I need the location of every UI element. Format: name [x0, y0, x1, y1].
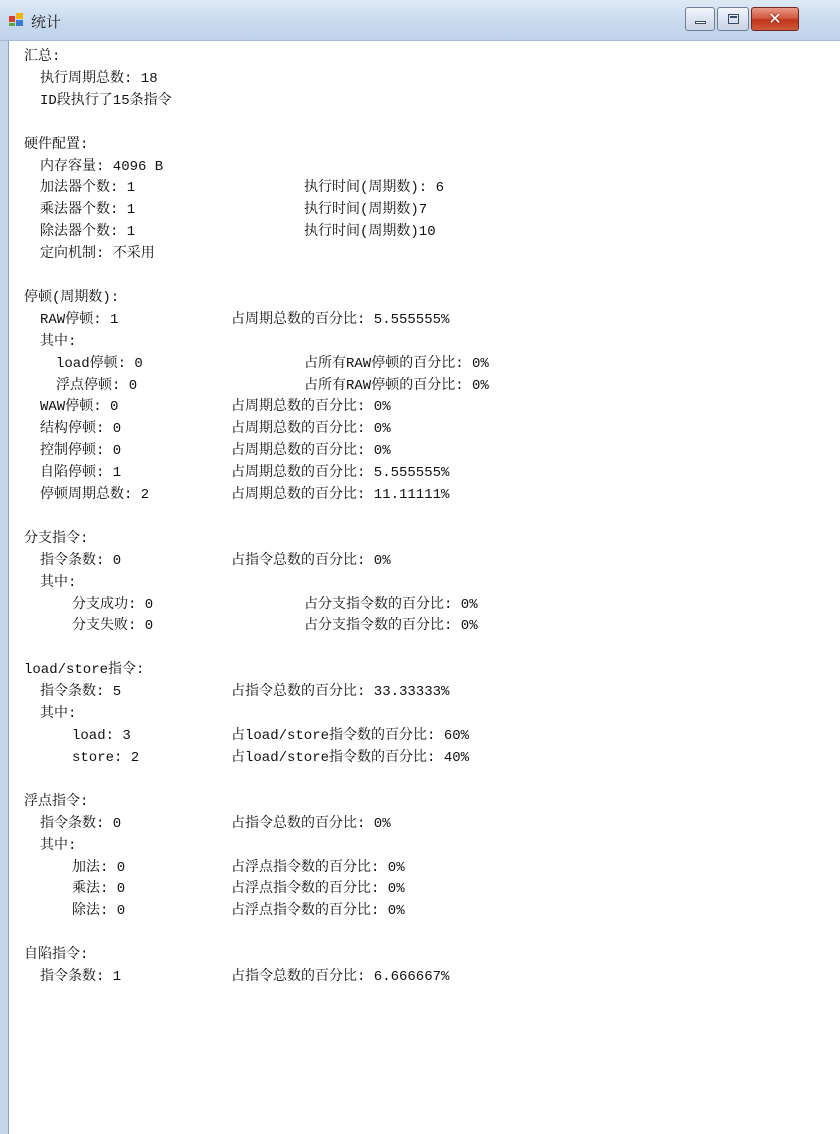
divider-exec-time: 执行时间(周期数)10 [304, 224, 436, 241]
raw-stalls: RAW停顿: 1 [40, 311, 119, 328]
load-count-pct: 占load/store指令数的百分比: 60% [231, 728, 470, 745]
fp-stalls: 浮点停顿: 0 [56, 377, 138, 394]
trap-count-pct: 占指令总数的百分比: 6.666667% [231, 969, 450, 986]
branch-not-taken: 分支失败: 0 [72, 618, 154, 635]
minimize-button[interactable] [685, 7, 715, 31]
structural-stalls: 结构停顿: 0 [40, 421, 122, 438]
trap-stalls: 自陷停顿: 1 [40, 465, 122, 482]
fp-stalls-pct: 占所有RAW停顿的百分比: 0% [304, 377, 489, 394]
adder-count: 加法器个数: 1 [40, 180, 136, 197]
control-stalls-pct: 占周期总数的百分比: 0% [231, 443, 391, 460]
float-mul: 乘法: 0 [72, 881, 126, 898]
maximize-button[interactable] [717, 7, 749, 31]
stalls-section [24, 288, 120, 310]
float-count-pct: 占指令总数的百分比: 0% [231, 815, 391, 832]
branch-count: 指令条数: 0 [40, 552, 122, 569]
divider-count: 除法器个数: 1 [40, 224, 136, 241]
store-count-pct: 占load/store指令数的百分比: 40% [231, 749, 470, 766]
maximize-icon [728, 14, 739, 24]
memory-capacity: 内存容量: 4096 B [40, 158, 164, 175]
trap-count: 指令条数: 1 [40, 969, 122, 986]
loadstore-section [24, 660, 145, 682]
close-icon: ✕ [768, 9, 782, 28]
section-header: 停顿(周期数): [24, 290, 120, 307]
multiplier-exec-time: 执行时间(周期数)7 [304, 202, 428, 219]
float-section [24, 792, 89, 814]
branch-count-pct: 占指令总数的百分比: 0% [231, 552, 391, 569]
float-mul-pct: 占浮点指令数的百分比: 0% [231, 881, 405, 898]
section-header: 浮点指令: [24, 793, 89, 810]
waw-stalls-pct: 占周期总数的百分比: 0% [231, 399, 391, 416]
trap-stalls-pct: 占周期总数的百分比: 5.555555% [231, 465, 450, 482]
adder-exec-time: 执行时间(周期数): 6 [304, 180, 445, 197]
loadstore-count: 指令条数: 5 [40, 684, 122, 701]
title-bar[interactable] [0, 0, 840, 41]
float-div-pct: 占浮点指令数的百分比: 0% [231, 903, 405, 920]
total-stall-cycles: 停顿周期总数: 2 [40, 487, 150, 504]
trap-section [24, 945, 89, 967]
section-header: load/store指令: [24, 662, 145, 679]
close-button[interactable] [751, 7, 799, 31]
raw-stalls-pct: 占周期总数的百分比: 5.555555% [231, 311, 450, 328]
among-label: 其中: [40, 574, 77, 591]
app-icon [8, 11, 24, 27]
among-label: 其中: [40, 333, 77, 350]
store-count: store: 2 [72, 749, 140, 766]
load-count: load: 3 [72, 728, 131, 745]
waw-stalls: WAW停顿: 0 [40, 399, 119, 416]
load-stalls-pct: 占所有RAW停顿的百分比: 0% [304, 355, 489, 372]
section-header: 分支指令: [24, 530, 89, 547]
float-count: 指令条数: 0 [40, 815, 122, 832]
section-header: 硬件配置: [24, 136, 89, 153]
float-div: 除法: 0 [72, 903, 126, 920]
float-add-pct: 占浮点指令数的百分比: 0% [231, 859, 405, 876]
statistics-text [24, 47, 489, 989]
branch-section [24, 529, 89, 551]
branch-taken-pct: 占分支指令数的百分比: 0% [304, 596, 478, 613]
window-title: 统计 [31, 13, 62, 31]
total-cycles: 执行周期总数: 18 [40, 70, 158, 87]
section-header: 汇总: [24, 49, 61, 65]
id-stage-count: ID段执行了15条指令 [40, 92, 172, 109]
branch-taken: 分支成功: 0 [72, 596, 154, 613]
control-stalls: 控制停顿: 0 [40, 443, 122, 460]
summary-section [24, 47, 74, 69]
among-label: 其中: [40, 706, 77, 723]
load-stalls: load停顿: 0 [56, 355, 143, 372]
minimize-icon [695, 21, 706, 24]
float-add: 加法: 0 [72, 859, 126, 876]
branch-not-taken-pct: 占分支指令数的百分比: 0% [304, 618, 478, 635]
among-label: 其中: [40, 837, 77, 854]
section-header: 自陷指令: [24, 947, 89, 964]
hardware-section [24, 135, 89, 157]
total-stall-pct: 占周期总数的百分比: 11.11111% [231, 487, 450, 504]
forwarding-mode: 定向机制: 不采用 [40, 246, 155, 263]
multiplier-count: 乘法器个数: 1 [40, 202, 136, 219]
loadstore-count-pct: 占指令总数的百分比: 33.33333% [231, 684, 450, 701]
structural-stalls-pct: 占周期总数的百分比: 0% [231, 421, 391, 438]
